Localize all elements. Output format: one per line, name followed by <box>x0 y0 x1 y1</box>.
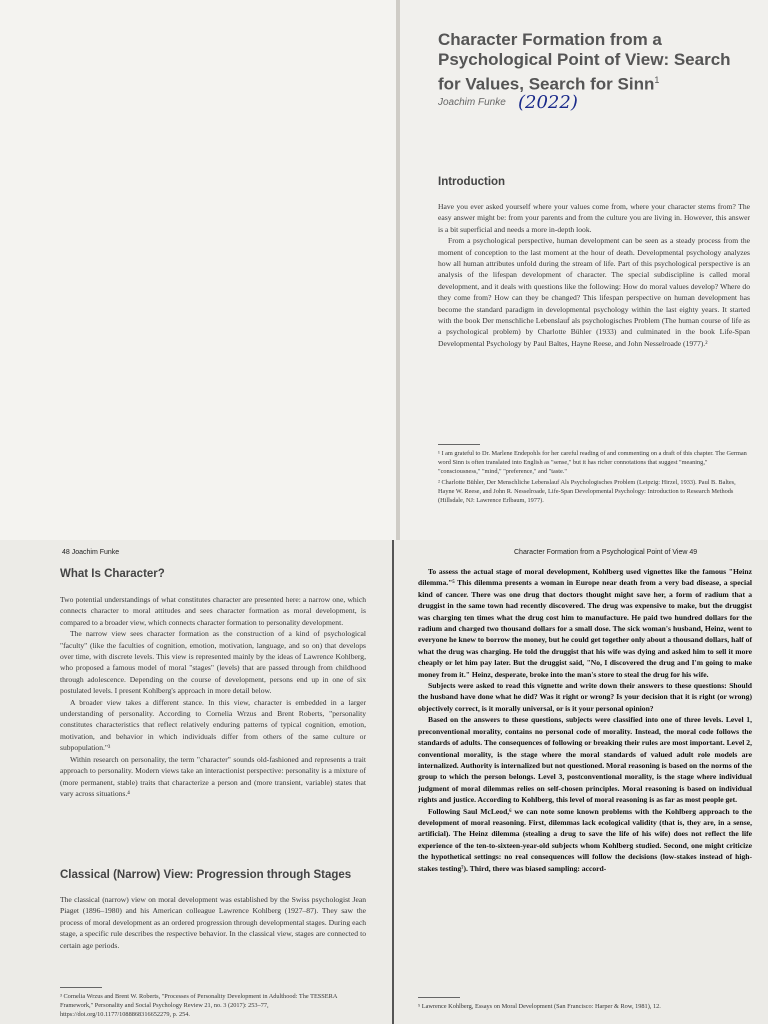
section-heading-what-is-character: What Is Character? <box>60 568 165 580</box>
paragraph: Have you ever asked yourself where your values come from, where your character stems from? The easy answer might be: from your parents and from the culture you are living in. However, this answer is a bit superficial and needs a more in-depth look. <box>438 202 750 234</box>
running-head: 48 Joachim Funke <box>62 549 120 556</box>
footnote: ² Charlotte Bühler, Der Menschliche Lebenslauf Als Psychologisches Problem (Leipzig: Hirzel, 1933). Paul B. Baltes, Hayne W. Reese, and John R. Nesselroade, Life-Span Developmental Psychology: Introduction to Research Methods (Hillsdale, NJ: Lawrence Erlbaum, 1977). <box>438 479 736 504</box>
paragraph: The narrow view sees character formation as the construction of a kind of psychological "faculty" (like the faculties of cognition, emotion, motivation, language, and so on) that develops over time, with discrete levels. This view is represented mainly by the ideas of Lawrence Kohlberg, who proposed a famous model of moral "stages" (levels) that are passed through from childhood through adolescence. Depending on the course of development, persons end up in one of six postulated levels. I present Kohlberg's approach in more detail below. <box>60 629 366 696</box>
blank-facing-page <box>0 0 396 540</box>
introduction-text <box>438 201 750 349</box>
footnote-rule <box>60 987 102 988</box>
paragraph: Within research on personality, the term "character" sounds old-fashioned and represents a trait approach to personality. Modern views take an interactionist perspective: personality is a mixture of (more permanent, stable) traits that characterize a person and (more transient, variable) states that vary across situations.⁴ <box>60 754 366 798</box>
paragraph: Based on the answers to these questions, subjects were classified into one of three levels. Level 1, preconventional morality, contains no personal code of morality. Instead, the moral code follows the standards of adults. The consequences of following or breaking their rules are most important. Level 2, conventional morality, is the stage where the moral standards of valued adult role models are internalized. Authority is internalized but not questioned. Moral reasoning is based on the norms of the group to which the person belongs. Level 3, postconventional morality, is the stage where individual judgment of moral dilemmas relies on self-chosen principles. Moral reasoning is based on individual rights and justice. According to Kohlberg, this level of moral reasoning is as far as most people get. <box>418 715 752 805</box>
page-48 <box>0 540 392 1024</box>
paragraph: The classical (narrow) view on moral development was established by the Swiss psychologist Jean Piaget (1896–1980) and his American colleague Lawrence Kohlberg (1927–87). They saw the process of moral development as an ordered progression through developmental stages. During each stage, a specific rule describes the respective behavior. In the classical view, stages are connected to certain age periods. <box>60 895 366 950</box>
handwritten-year: (2022) <box>518 92 578 113</box>
page-text <box>418 566 752 874</box>
paragraph: To assess the actual stage of moral development, Kohlberg used vignettes like the famous "Heinz dilemma."⁵ This dilemma presents a woman in Europe near death from a very bad disease, a special kind of cancer. There was one drug that doctors thought might save her, a form of radium that a druggist in the same town had recently discovered. The drug was expensive to make, but the druggist was charging ten times what the drug cost him to manufacture. He paid two hundred dollars for the radium and charged two thousand dollars for a small dose. The sick woman's husband, Heinz, went to everyone he knew to borrow the money, but he could get together only about a thousand dollars, half of what the drug was charging. He told the druggist that his wife was dying and asked him to sell it more cheaply or let him pay later. But the druggist said, "No, I discovered the drug and I'm going to make money from it." Heinz, desperate, broke into the man's store to steal the drug for his wife. <box>418 567 752 679</box>
section-text <box>60 894 366 951</box>
footnote: ¹ I am grateful to Dr. Marlene Endepohls for her careful reading of and commenting on a draft of this chapter. The German word Sinn is often translated into English as "sense," but it has richer connotations that suggest "meaning," "consciousness," "mind," "preference," and "taste." <box>438 450 747 475</box>
running-head: Character Formation from a Psychological Point of View 49 <box>514 549 698 556</box>
author-name: Joachim Funke <box>438 97 506 108</box>
chapter-title: Character Formation from a Psychological Point of View: Search for Values, Search for Sinn$^1$ <box>438 30 731 94</box>
footnote-rule <box>418 997 460 998</box>
section-text <box>60 594 366 799</box>
paragraph: From a psychological perspective, human development can be seen as a steady process from the moment of conception to the last moment at the hour of death. Developmental psychology analyzes how all human attributes unfold during the stream of life. Part of this psychological perspective is an analysis of the lifespan development of character. The special subdiscipline is called moral development, and it deals with questions like the following: How do moral values develop? Where do they come from? How can they be changed? This lifespan perspective on human development has become the standard paradigm in developmental psychology within the last eighty years. It started with the book Der menschliche Lebenslauf als psychologisches Problem (The human course of life as a psychological problem) by Charlotte Bühler (1933) and culminated in the book Life-Span Developmental Psychology by Paul Baltes, Hayne Reese, and John Nesselroade (1977).² <box>438 236 750 348</box>
footnotes <box>438 449 750 507</box>
section-heading-classical-view: Classical (Narrow) View: Progression through Stages <box>60 869 352 881</box>
section-heading-introduction: Introduction <box>438 176 506 188</box>
book-gutter <box>396 0 400 540</box>
footnote: ³ Cornelia Wrzus and Brent W. Roberts, "Processes of Personality Development in Adulthood: The TESSERA Framework," Personality and Social Psychology Review 21, no. 3 (2017): 253–77, https://doi.org/10.1177/1088868316652279, p. 254. <box>60 993 338 1018</box>
paragraph: Two potential understandings of what constitutes character are presented here: a narrow one, which connects character to moral attitudes and sees character formation as moral development, is compared to a broader view, which connects character formation to personality development. <box>60 595 366 627</box>
paragraph: A broader view takes a different stance. In this view, character is embedded in a larger understanding of personality. According to Cornelia Wrzus and Brent Roberts, "personality constitutes characteristics that reflect relatively enduring patterns of typical cognition, emotion, motivation, and behavior in which individuals differ from others of the same culture or subpopulation."³ <box>60 697 366 753</box>
paragraph: Subjects were asked to read this vignette and write down their answers to these questions: Should the husband have done what he did? Was it right or wrong? Is your decision that it is right (or wrong) objectively correct, is it morally universal, or is it your personal opinion? <box>418 681 752 713</box>
footnotes <box>418 1002 752 1013</box>
paragraph: Following Saul McLeod,⁶ we can note some known problems with the Kohlberg approach to the development of moral reasoning. First, dilemmas lack ecological validity (that is, they are, in a sense, artificial). The Heinz dilemma (stealing a drug to save the life of his wife) does not reflect the life experience of the ten-to-sixteen-year-old subjects whom Kohlberg studied. Second, one might criticize the hypothetical settings: no real consequences will follow the decisions (low-stakes instead of high-stakes testing⁷). Third, there was biased sampling: accord- <box>418 806 752 873</box>
footnotes <box>60 992 366 1021</box>
footnote: ⁵ Lawrence Kohlberg, Essays on Moral Development (San Francisco: Harper & Row, 1981), 12. <box>418 1003 661 1010</box>
footnote-rule <box>438 444 480 445</box>
page-49 <box>394 540 768 1024</box>
